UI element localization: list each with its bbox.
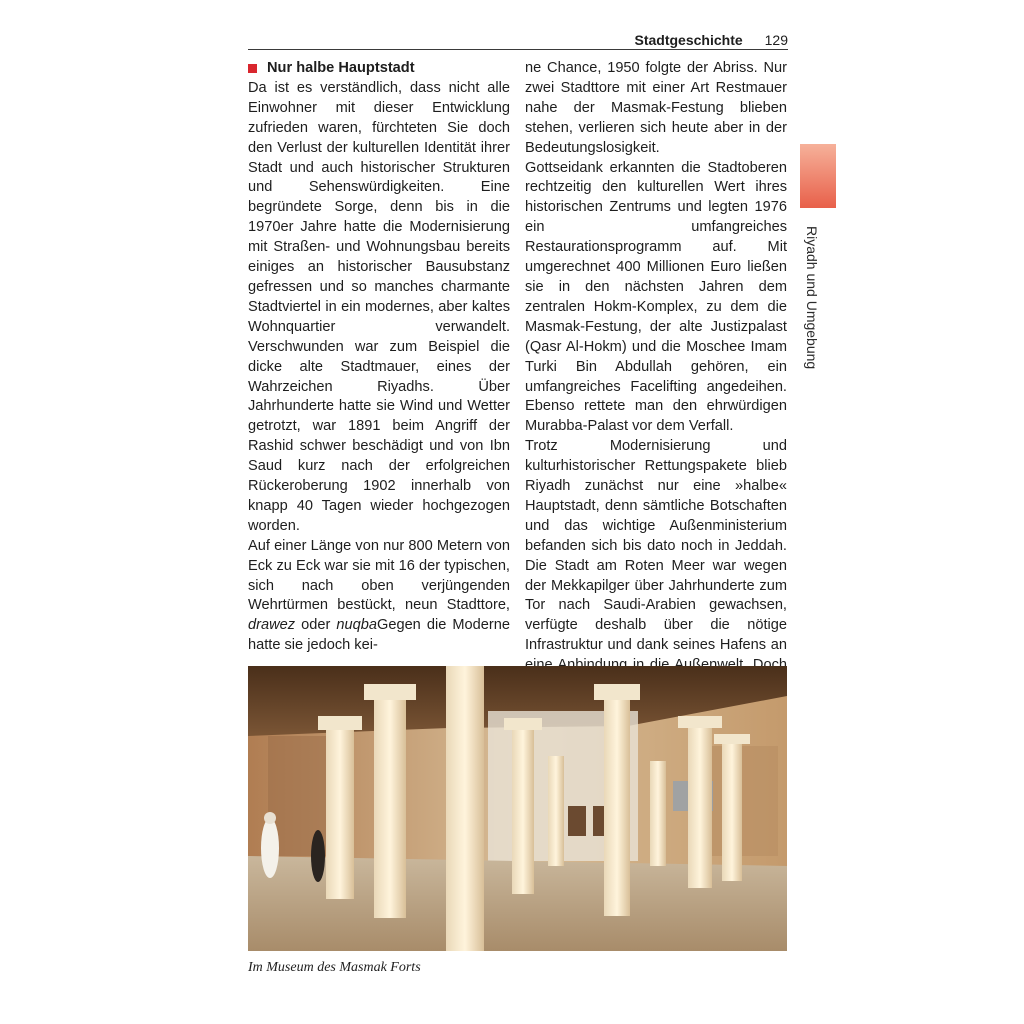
text-run: Auf einer Länge von nur 800 Metern von Eck zu Eck war sie mit 16 der typischen, sich nach oben verjüngenden Wehrtürmen bestückt, neun Stadttore, bbox=[248, 537, 510, 614]
heading-text: Nur halbe Hauptstadt bbox=[267, 60, 415, 76]
running-header bbox=[248, 30, 788, 50]
text-column-right bbox=[525, 59, 787, 696]
paragraph: Trotz Modernisierung und kulturhistorischer Rettungspakete blieb Riyadh zunächst nur eine »halbe« Hauptstadt, denn sämtliche Botschaften und das wichtige Außenministerium befanden sich bis dato noch in Jeddah. Die Stadt am Roten Meer war wegen der Mekkapilger über Jahrhunderte zum Tor nach Saudi-Arabien gewachsen, verfügte deshalb über die nötige Infrastruktur und dank seines Hafens an bbox=[525, 438, 787, 654]
paragraph: Da ist es verständlich, dass nicht alle Einwohner mit dieser Entwicklung zufrieden waren, fürchteten Sie doch den Verlust der kulturellen Identität ihrer Stadt und auch historischer Strukturen und Sehenswürdigkeiten. Eine begründete Sorge, denn bis in die 1970er Jahre hatte die Modernisierung mit Straßen- und Wohnungsbau bereits einiges an historischer Bausubstanz gefressen und so manches charmante Stadtviertel in ein modernes, aber kaltes Wohnquartier verwandelt. Verschwunden war zum Beispiel die dicke alte Stadtmauer, eines der Wahrzeichen Riyadhs. Über Jahrhunderte hatte sie Wind und Wetter getrotzt, war 1891 beim Angriff der Rashid schwer beschädigt und von Ibn Saud kurz nach der erfolgreichen Rückeroberung 1902 innerhalb von knapp 40 Tagen wieder hochgezogen worden. bbox=[248, 79, 510, 534]
chapter-tab-label: Riyadh und Umgebung bbox=[804, 226, 820, 370]
paragraph-continuation: ne Chance, 1950 folgte der Abriss. Nur zwei Stadttore mit einer Art Restmauer nahe der Masmak-Festung blieben stehen, verlieren sich heute aber in der Bedeutungslosigkeit. bbox=[525, 60, 787, 156]
chapter-tab-marker bbox=[800, 144, 836, 208]
section-title: Stadtgeschichte bbox=[634, 32, 743, 48]
term-nuqba: nuqba bbox=[336, 617, 377, 634]
text-column-left bbox=[248, 59, 510, 656]
photo-caption: Im Museum des Masmak Forts bbox=[248, 960, 421, 975]
text-run: Gegen die Moderne hatte sie jedoch kei- bbox=[248, 617, 510, 654]
term-drawez: drawez bbox=[248, 617, 296, 634]
paragraph bbox=[248, 537, 510, 656]
text-run: oder bbox=[295, 617, 337, 634]
museum-photo bbox=[248, 666, 787, 951]
page-number: 129 bbox=[764, 32, 788, 48]
red-square-bullet-icon bbox=[248, 64, 257, 73]
article-heading bbox=[248, 59, 510, 79]
paragraph: Gottseidank erkannten die Stadtoberen rechtzeitig den kulturellen Wert ihres historischen Zentrums und legten 1976 ein umfangreiches Restaurationsprogramm auf. Mit umgerechnet 400 Millionen Euro ließen sie in den nächsten Jahren dem zentralen Hokm-Komplex, zu dem die Masmak-Festung, der alte Justizpalast (Qasr Al-Hokm) und die Moschee Imam Turki Bin Abdullah gehören, ein umfangreiches Facelifting angedeihen. Ebenso rettete man den ehrwürdigen Murabba-Palast vor dem Verfall. bbox=[525, 159, 787, 435]
